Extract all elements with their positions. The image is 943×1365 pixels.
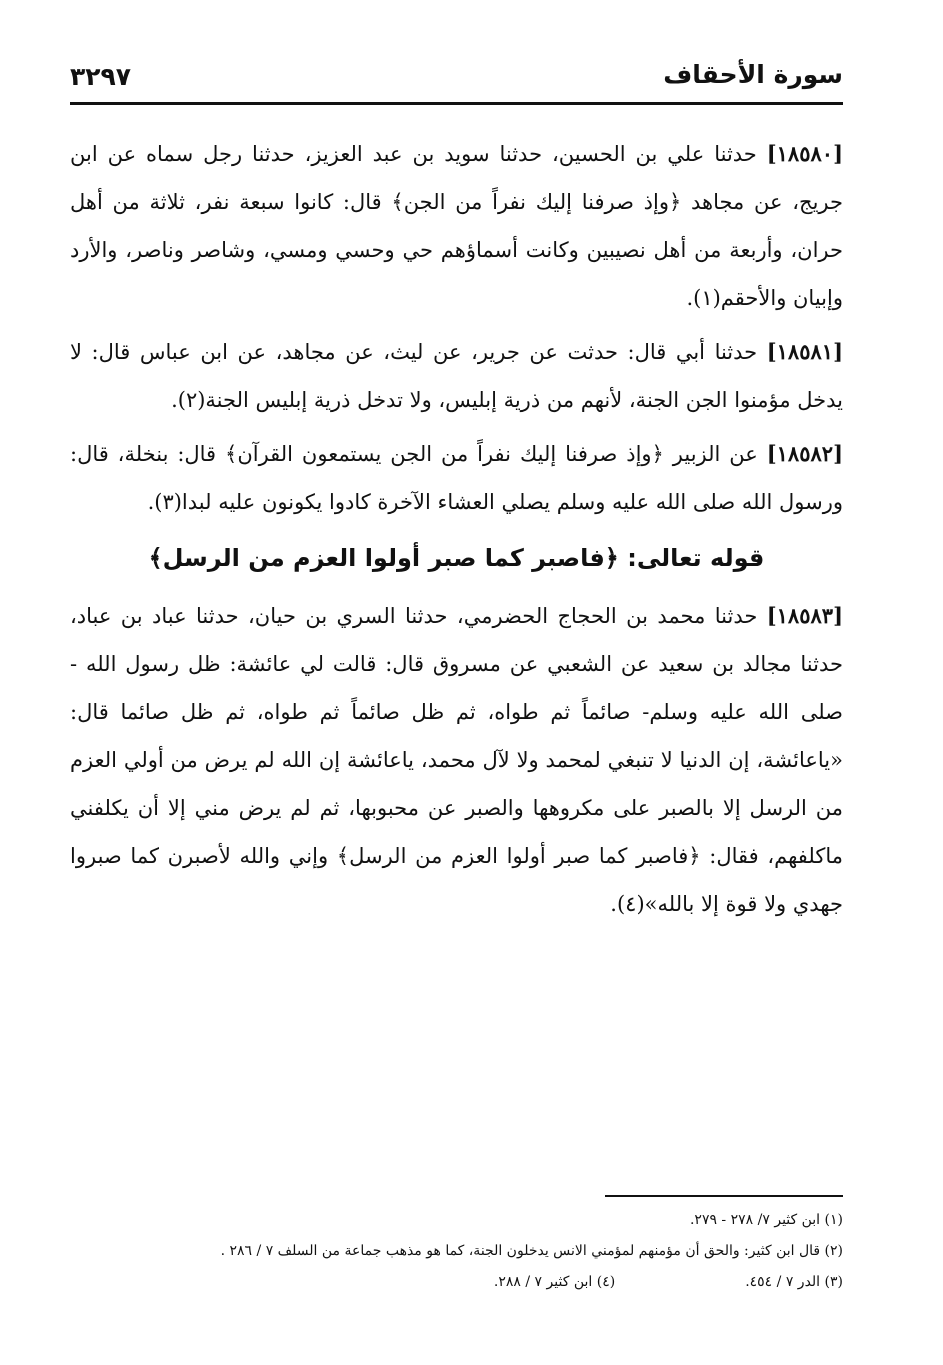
footnotes	[70, 1205, 843, 1298]
hadith-text: حدثنا علي بن الحسين، حدثنا سويد بن عبد العزيز، حدثنا رجل سماه عن ابن جريج، عن مجاهد ﴿وإذ صرفنا إليك نفراً من الجن﴾ قال: كانوا سبعة نفر، ثلاثة من أهل حران، وأربعة من أهل نصيبين وكانت أسماؤهم حي وحسي ومسي، وشاصر وناصر، والأرد وإبيان والأحقم(١).	[70, 142, 843, 310]
hadith-paragraph	[70, 328, 843, 424]
hadith-text: حدثنا محمد بن الحجاج الحضرمي، حدثنا السري بن حيان، حدثنا عباد بن عباد، حدثنا مجالد بن سعيد عن الشعبي عن مسروق قال: قالت لي عائشة: ظل رسول الله - صلى الله عليه وسلم- صائماً ثم طواه، ثم ظل صائماً ثم طواه، ثم ظل صائما قال: «ياعائشة، إن الدنيا لا تنبغي لمحمد ولا لآل محمد، ياعائشة إن الله لم يرض من أولي العزم من الرسل إلا بالصبر على مكروهها والصبر عن محبوبها، ثم لم يرض مني إلا أن يكلفني ماكلفهم، فقال: ﴿فاصبر كما صبر أولوا العزم من الرسل﴾ وإني والله لأصبرن كما صبروا جهدي ولا قوة إلا بالله»(٤).	[70, 604, 843, 916]
footnote: (٢) قال ابن كثير: والحق أن مؤمنهم لمؤمني الانس يدخلون الجنة، كما هو مذهب جماعة من السلف ٧ / ٢٨٦ .	[220, 1243, 843, 1259]
footnote-row	[70, 1267, 843, 1298]
hadith-number: [١٨٥٨٠]	[766, 141, 843, 166]
hadith-text: حدثنا أبي قال: حدثت عن جرير، عن ليث، عن مجاهد، عن ابن عباس قال: لا يدخل مؤمنوا الجن الجنة، لأنهم من ذرية إبليس، ولا تدخل ذرية إبليس الجنة(٢).	[70, 340, 843, 412]
footnote-row	[70, 1205, 843, 1236]
hadith-number: [١٨٥٨١]	[766, 339, 843, 364]
footnote-rule	[605, 1195, 843, 1197]
footnote-row	[70, 1236, 843, 1267]
hadith-number: [١٨٥٨٢]	[766, 441, 843, 466]
hadith-paragraph	[70, 430, 843, 526]
hadith-number: [١٨٥٨٣]	[766, 603, 843, 628]
footnote: (٤) ابن كثير ٧ / ٢٨٨.	[493, 1274, 616, 1290]
hadith-paragraph	[70, 592, 843, 928]
surah-title: سورة الأحقاف	[663, 60, 843, 89]
section-heading: قوله تعالى: ﴿فاصبر كما صبر أولوا العزم من الرسل﴾	[148, 544, 765, 572]
body-text	[70, 130, 843, 934]
footnote: (٣) الدر ٧ / ٤٥٤.	[745, 1274, 843, 1290]
header-rule	[70, 102, 843, 105]
footnote: (١) ابن كثير ٧/ ٢٧٨ - ٢٧٩.	[689, 1212, 843, 1228]
page-number: ٣٢٩٧	[70, 62, 132, 91]
hadith-text: عن الزبير ﴿وإذ صرفنا إليك نفراً من الجن يستمعون القرآن﴾ قال: بنخلة، قال: ورسول الله صلى الله عليه وسلم يصلي العشاء الآخرة كادوا يكونون عليه لبدا(٣).	[70, 442, 843, 514]
hadith-paragraph	[70, 130, 843, 322]
